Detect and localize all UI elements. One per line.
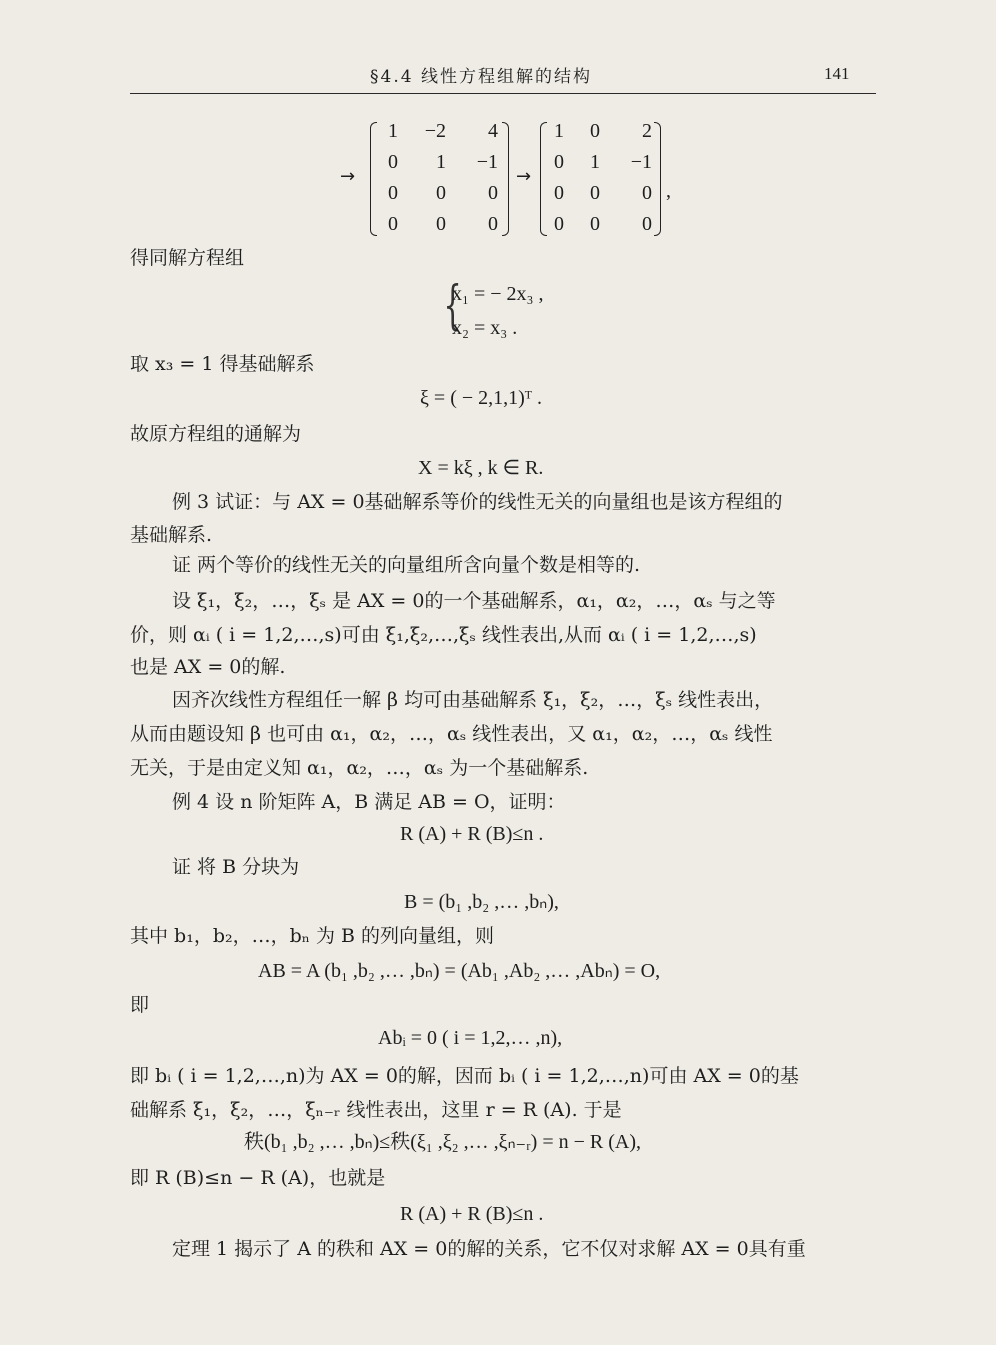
matrix-1-cell: 0	[388, 213, 398, 235]
text-line: 即 bᵢ ( i = 1,2,…,n)为 AX = 0的解，因而 bᵢ ( i = 1,2,…,n)可由 AX = 0的基	[130, 1065, 799, 1087]
matrix-1-cell: 0	[388, 151, 398, 173]
matrix-trailing-comma: ,	[666, 180, 671, 202]
text-line: 取 x₃ = 1 得基础解系	[130, 353, 315, 375]
matrix-1-right-bracket	[502, 122, 509, 236]
matrix-1-cell: 0	[488, 213, 498, 235]
text-line: 础解系 ξ₁，ξ₂，…，ξₙ₋ᵣ 线性表出，这里 r = R (A). 于是	[130, 1099, 622, 1121]
arrow-1: →	[340, 166, 356, 187]
text-line: 故原方程组的通解为	[130, 423, 302, 445]
matrix-2-cell: 0	[642, 213, 652, 235]
text-line: 也是 AX = 0的解.	[130, 656, 286, 678]
equation-line: x₁ = − 2x₃ ,	[452, 283, 544, 305]
matrix-2-cell: 0	[554, 151, 564, 173]
matrix-2-right-bracket	[654, 122, 661, 236]
text-line: 例 4 设 n 阶矩阵 A，B 满足 AB = O，证明：	[172, 791, 566, 813]
matrix-2-cell: 0	[642, 182, 652, 204]
equation-line: R (A) + R (B)≤n .	[400, 1203, 544, 1225]
equation-line: x₂ = x₃ .	[452, 317, 518, 339]
matrix-2-cell: 1	[554, 120, 564, 142]
page-header-title: §4.4 线性方程组解的结构	[370, 67, 592, 87]
matrix-1-cell: −2	[424, 120, 446, 142]
matrix-reduction	[340, 118, 680, 240]
system-brace: {	[443, 276, 462, 336]
matrix-1-cell: 0	[388, 182, 398, 204]
text-line: 设 ξ₁，ξ₂，…，ξₛ 是 AX = 0的一个基础解系，α₁，α₂，…，αₛ 与之等	[172, 590, 776, 612]
equation-line: R (A) + R (B)≤n .	[400, 823, 544, 845]
text-line: 其中 b₁，b₂，…，bₙ 为 B 的列向量组，则	[130, 925, 495, 947]
matrix-2-cell: 0	[554, 182, 564, 204]
matrix-1-cell: 4	[488, 120, 498, 142]
text-line: 价，则 αᵢ ( i = 1,2,…,s)可由 ξ₁,ξ₂,…,ξₛ 线性表出,从而 αᵢ ( i = 1,2,…,s)	[130, 624, 757, 646]
text-line: 定理 1 揭示了 A 的秩和 AX = 0的解的关系，它不仅对求解 AX = 0具有重	[172, 1238, 806, 1260]
text-line: 即 R (B)≤n − R (A)，也就是	[130, 1167, 386, 1189]
matrix-1-cell: −1	[476, 151, 498, 173]
text-line: 即	[130, 994, 150, 1016]
page-number: 141	[824, 64, 850, 83]
matrix-1-cell: 0	[436, 182, 446, 204]
equation-line: AB = A (b₁ ,b₂ ,… ,bₙ) = (Ab₁ ,Ab₂ ,… ,Abₙ) = O,	[258, 960, 661, 982]
equation-line: Abᵢ = 0 ( i = 1,2,… ,n),	[378, 1027, 563, 1049]
equation-line: 秩(b₁ ,b₂ ,… ,bₙ)≤秩(ξ₁ ,ξ₂ ,… ,ξₙ₋ᵣ) = n − R (A),	[244, 1131, 642, 1153]
equation-line: X = kξ , k ∈ R.	[418, 457, 544, 479]
matrix-2-cell: 0	[554, 213, 564, 235]
matrix-1-cell: 0	[488, 182, 498, 204]
text-line: 基础解系.	[130, 524, 213, 546]
matrix-2-cell: 0	[590, 120, 600, 142]
text-line: 无关，于是由定义知 α₁，α₂，…，αₛ 为一个基础解系.	[130, 757, 589, 779]
equation-line: ξ = ( − 2,1,1)ᵀ .	[420, 387, 543, 409]
text-line: 从而由题设知 β 也可由 α₁，α₂，…，αₛ 线性表出，又 α₁，α₂，…，αₛ 线性	[130, 723, 773, 745]
text-line: 因齐次线性方程组任一解 β 均可由基础解系 ξ₁，ξ₂，…，ξₛ 线性表出，	[172, 689, 774, 711]
matrix-1-cell: 0	[436, 213, 446, 235]
text-line: 例 3 试证：与 AX = 0基础解系等价的线性无关的向量组也是该方程组的	[172, 491, 783, 513]
matrix-1-cell: 1	[436, 151, 446, 173]
matrix-2-cell: 2	[642, 120, 652, 142]
matrix-2-cell: 0	[590, 213, 600, 235]
header-rule	[130, 93, 876, 94]
equation-line: B = (b₁ ,b₂ ,… ,bₙ),	[404, 891, 559, 913]
matrix-2-cell: −1	[630, 151, 652, 173]
matrix-2-cell: 1	[590, 151, 600, 173]
matrix-1-cell: 1	[388, 120, 398, 142]
text-line: 得同解方程组	[130, 247, 245, 269]
text-line: 证 两个等价的线性无关的向量组所含向量个数是相等的.	[172, 554, 641, 576]
matrix-2-cell: 0	[590, 182, 600, 204]
arrow-2: →	[516, 166, 532, 187]
text-line: 证 将 B 分块为	[172, 856, 300, 878]
